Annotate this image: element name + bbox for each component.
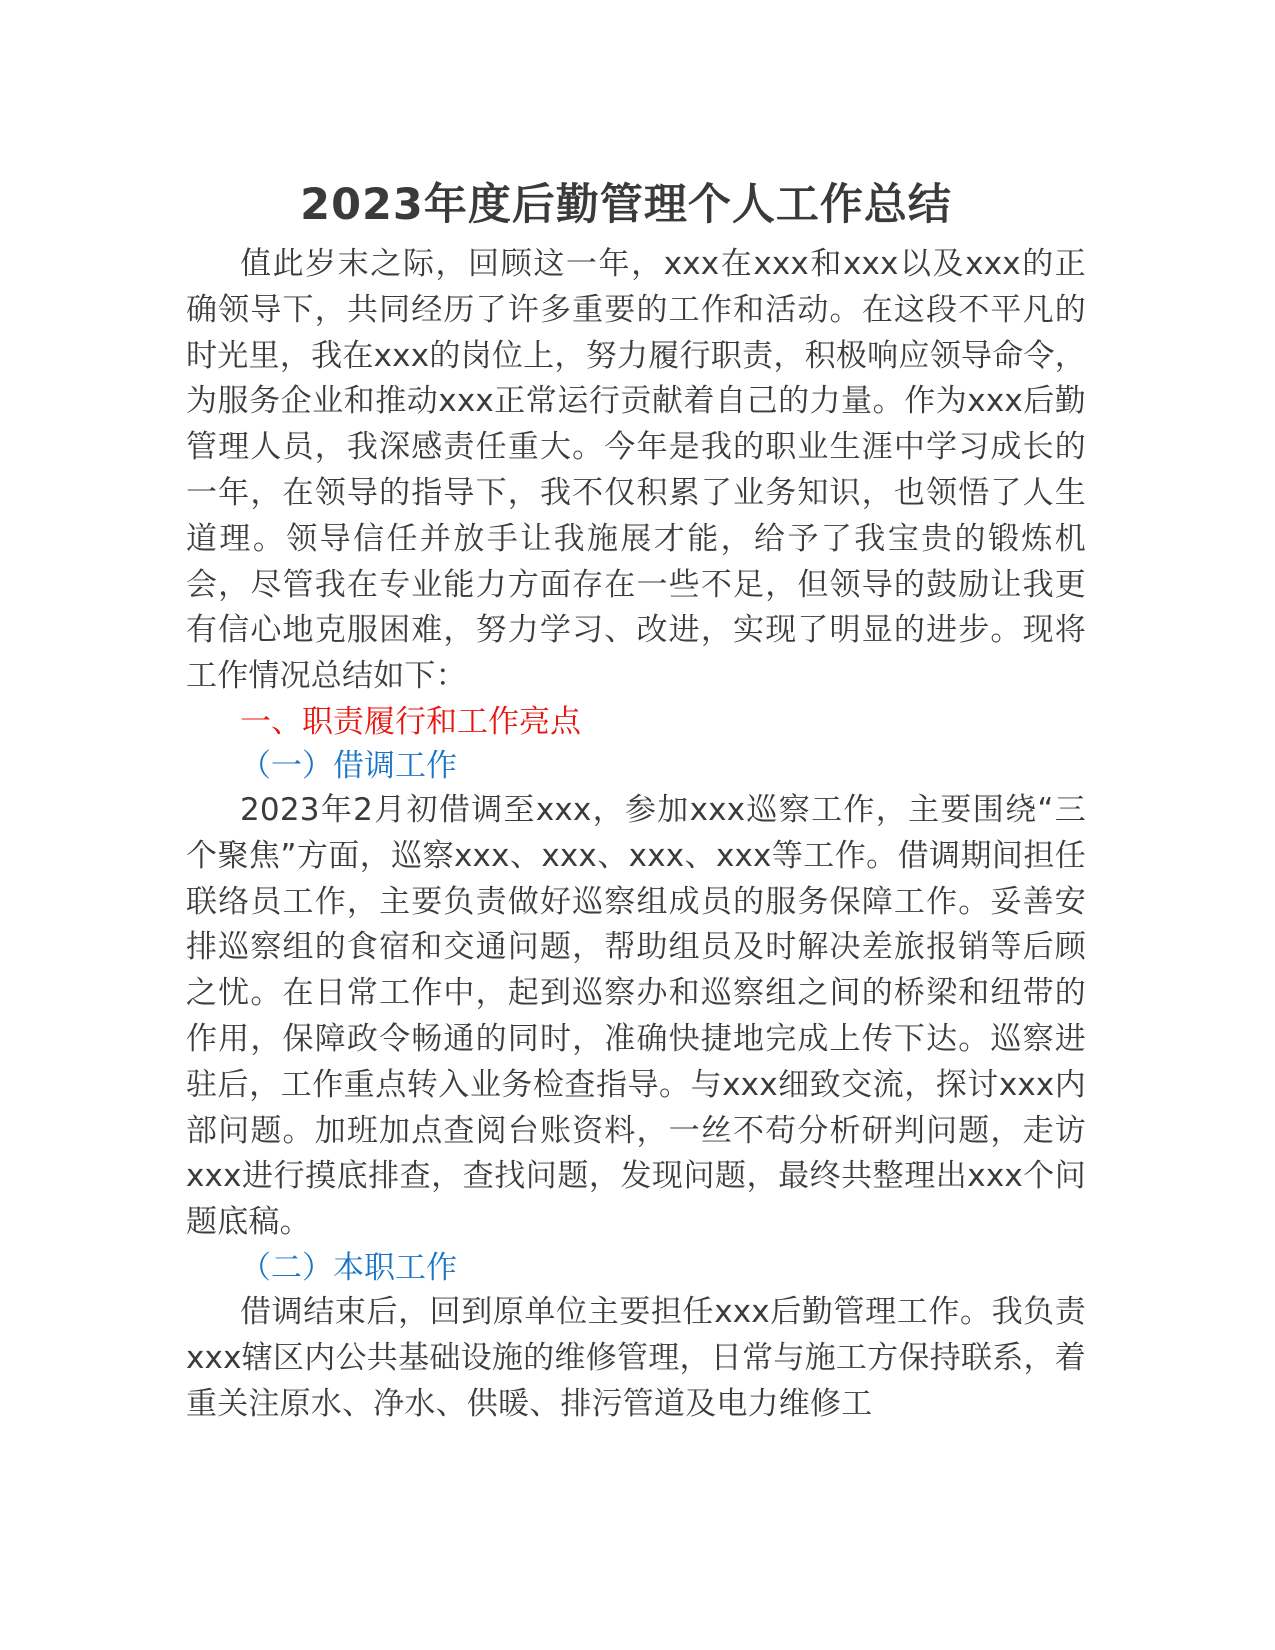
intro-paragraph: 值此岁末之际，回顾这一年，xxx在xxx和xxx以及xxx的正确领导下，共同经历了许多重要的工作和活动。在这段不平凡的时光里，我在xxx的岗位上，努力履行职责，积极响应领导命令，为服务企业和推动xxx正常运行贡献着自己的力量。作为xxx后勤管理人员，我深感责任重大。今年是我的职业生涯中学习成长的一年，在领导的指导下，我不仅积累了业务知识，也领悟了人生道理。领导信任并放手让我施展才能，给予了我宝贵的锻炼机会，尽管我在专业能力方面存在一些不足，但领导的鼓励让我更有信心地克服困难，努力学习、改进，实现了明显的进步。现将工作情况总结如下：	[186, 246, 1086, 695]
secondment-paragraph: 2023年2月初借调至xxx，参加xxx巡察工作，主要围绕“三个聚焦”方面，巡察xxx、xxx、xxx、xxx等工作。借调期间担任联络员工作，主要负责做好巡察组成员的服务保障工作。妥善安排巡察组的食宿和交通问题，帮助组员及时解决差旅报销等后顾之忧。在日常工作中，起到巡察办和巡察组之间的桥梁和纽带的作用，保障政令畅通的同时，准确快捷地完成上传下达。巡察进驻后，工作重点转入业务检查指导。与xxx细致交流，探讨xxx内部问题。加班加点查阅台账资料，一丝不苟分析研判问题，走访xxx进行摸底排查，查找问题，发现问题，最终共整理出xxx个问题底稿。	[186, 791, 1086, 1241]
subheading-secondment: （一）借调工作	[240, 747, 457, 784]
regular-work-paragraph: 借调结束后，回到原单位主要担任xxx后勤管理工作。我负责xxx辖区内公共基础设施的维修管理，日常与施工方保持联系，着重关注原水、净水、供暖、排污管道及电力维修工	[186, 1293, 1086, 1422]
section-heading-duties: 一、职责履行和工作亮点	[240, 703, 581, 740]
subheading-regular-work: （二）本职工作	[240, 1249, 457, 1286]
document-content	[186, 170, 1086, 1427]
document-title: 2023年度后勤管理个人工作总结	[300, 180, 952, 230]
